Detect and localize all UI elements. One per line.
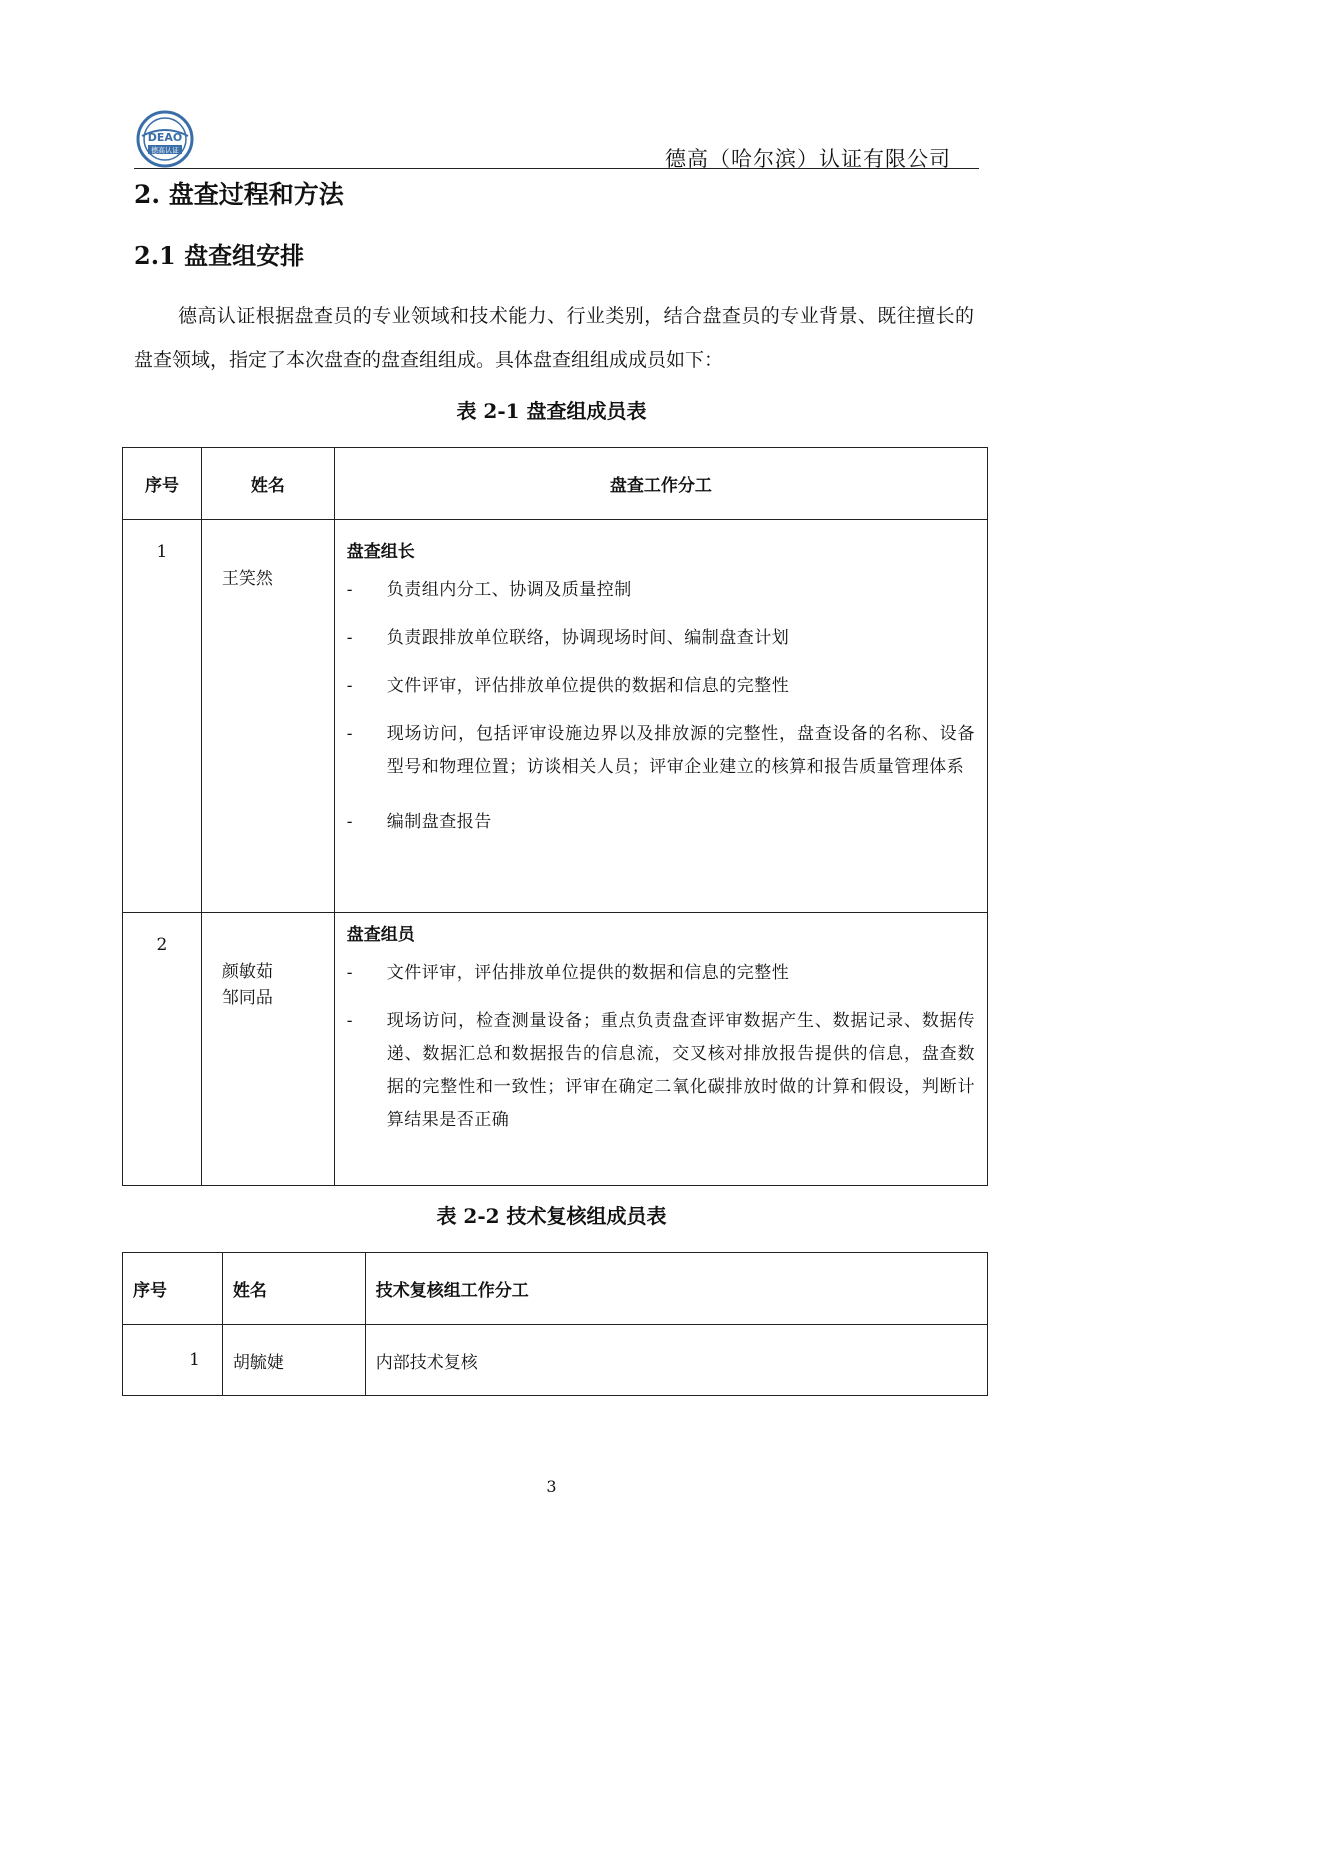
duty-item (347, 957, 975, 990)
subsection-title: 2.1 盘查组安排 (134, 241, 305, 270)
intro-paragraph: 德高认证根据盘查员的专业领域和技术能力、行业类别，结合盘查员的专业背景、既往擅长的盘查领域，指定了本次盘查的盘查组组成。具体盘查组组成成员如下： (134, 305, 974, 371)
duty-item (347, 670, 975, 703)
duty-text: 负责跟排放单位联络，协调现场时间、编制盘查计划 (386, 628, 790, 648)
duty-item (347, 574, 975, 607)
member-name: 王笑然 (221, 569, 273, 589)
duty-text: 现场访问，检查测量设备；重点负责盘查评审数据产生、数据记录、数据传递、数据汇总和数据报告的信息流，交叉核对排放报告提供的信息，盘查数据的完整性和一致性；评审在确定二氧化碳排放时做的计算和假设，判断计算结果是否正确 (386, 1011, 975, 1130)
logo-subtext: 德高认证 (151, 146, 179, 155)
table-row (123, 520, 988, 913)
table-row (123, 913, 988, 1186)
header-cell-number: 序号 (123, 1253, 223, 1325)
row-number: 1 (123, 520, 202, 913)
duty-text: 编制盘查报告 (386, 812, 492, 832)
list-dash: - (346, 963, 353, 983)
header-cell-name: 姓名 (201, 448, 334, 520)
list-dash: - (346, 628, 353, 648)
inventory-team-table (122, 447, 988, 1186)
row-number: 2 (123, 913, 202, 1186)
logo-text: DEAO (147, 131, 183, 144)
list-dash: - (346, 1011, 353, 1031)
duty-item (347, 1005, 975, 1137)
member-name-cell (201, 520, 334, 913)
company-logo (136, 110, 194, 168)
list-dash: - (346, 676, 353, 696)
header-divider (134, 168, 979, 169)
duty-item (347, 718, 975, 784)
member-name: 颜敏茹 (221, 962, 273, 982)
duty-text: 文件评审，评估排放单位提供的数据和信息的完整性 (386, 963, 790, 983)
table-row (123, 1325, 988, 1396)
duty-item (347, 806, 975, 839)
duty-text: 现场访问，包括评审设施边界以及排放源的完整性，盘查设备的名称、设备型号和物理位置；访谈相关人员；评审企业建立的核算和报告质量管理体系 (386, 724, 975, 777)
list-dash: - (346, 812, 353, 832)
role-title: 盘查组长 (346, 542, 415, 562)
duty-item (347, 622, 975, 655)
table-header-row (123, 1253, 988, 1325)
table-header-row (123, 448, 988, 520)
page-number: 3 (546, 1477, 557, 1496)
section-title: 2. 盘查过程和方法 (134, 180, 344, 209)
member-name: 邹同品 (221, 988, 273, 1008)
table2-caption: 表 2-2 技术复核组成员表 (436, 1204, 667, 1228)
role-title: 盘查组员 (346, 925, 415, 945)
duty-cell (334, 520, 987, 913)
duty-text: 负责组内分工、协调及质量控制 (386, 580, 632, 600)
row-number: 1 (123, 1325, 223, 1396)
header-cell-name: 姓名 (222, 1253, 365, 1325)
duty-text: 文件评审，评估排放单位提供的数据和信息的完整性 (386, 676, 790, 696)
member-name: 胡毓婕 (222, 1325, 365, 1396)
table1-caption: 表 2-1 盘查组成员表 (456, 399, 647, 423)
duty-cell (334, 913, 987, 1186)
technical-review-table (122, 1252, 988, 1396)
header-cell-number: 序号 (123, 448, 202, 520)
company-name: 德高（哈尔滨）认证有限公司 (665, 147, 951, 171)
duty-text: 内部技术复核 (365, 1325, 987, 1396)
list-dash: - (346, 580, 353, 600)
list-dash: - (346, 724, 353, 744)
member-name-cell (201, 913, 334, 1186)
header-cell-duty: 盘查工作分工 (334, 448, 987, 520)
header-cell-duty: 技术复核组工作分工 (365, 1253, 987, 1325)
